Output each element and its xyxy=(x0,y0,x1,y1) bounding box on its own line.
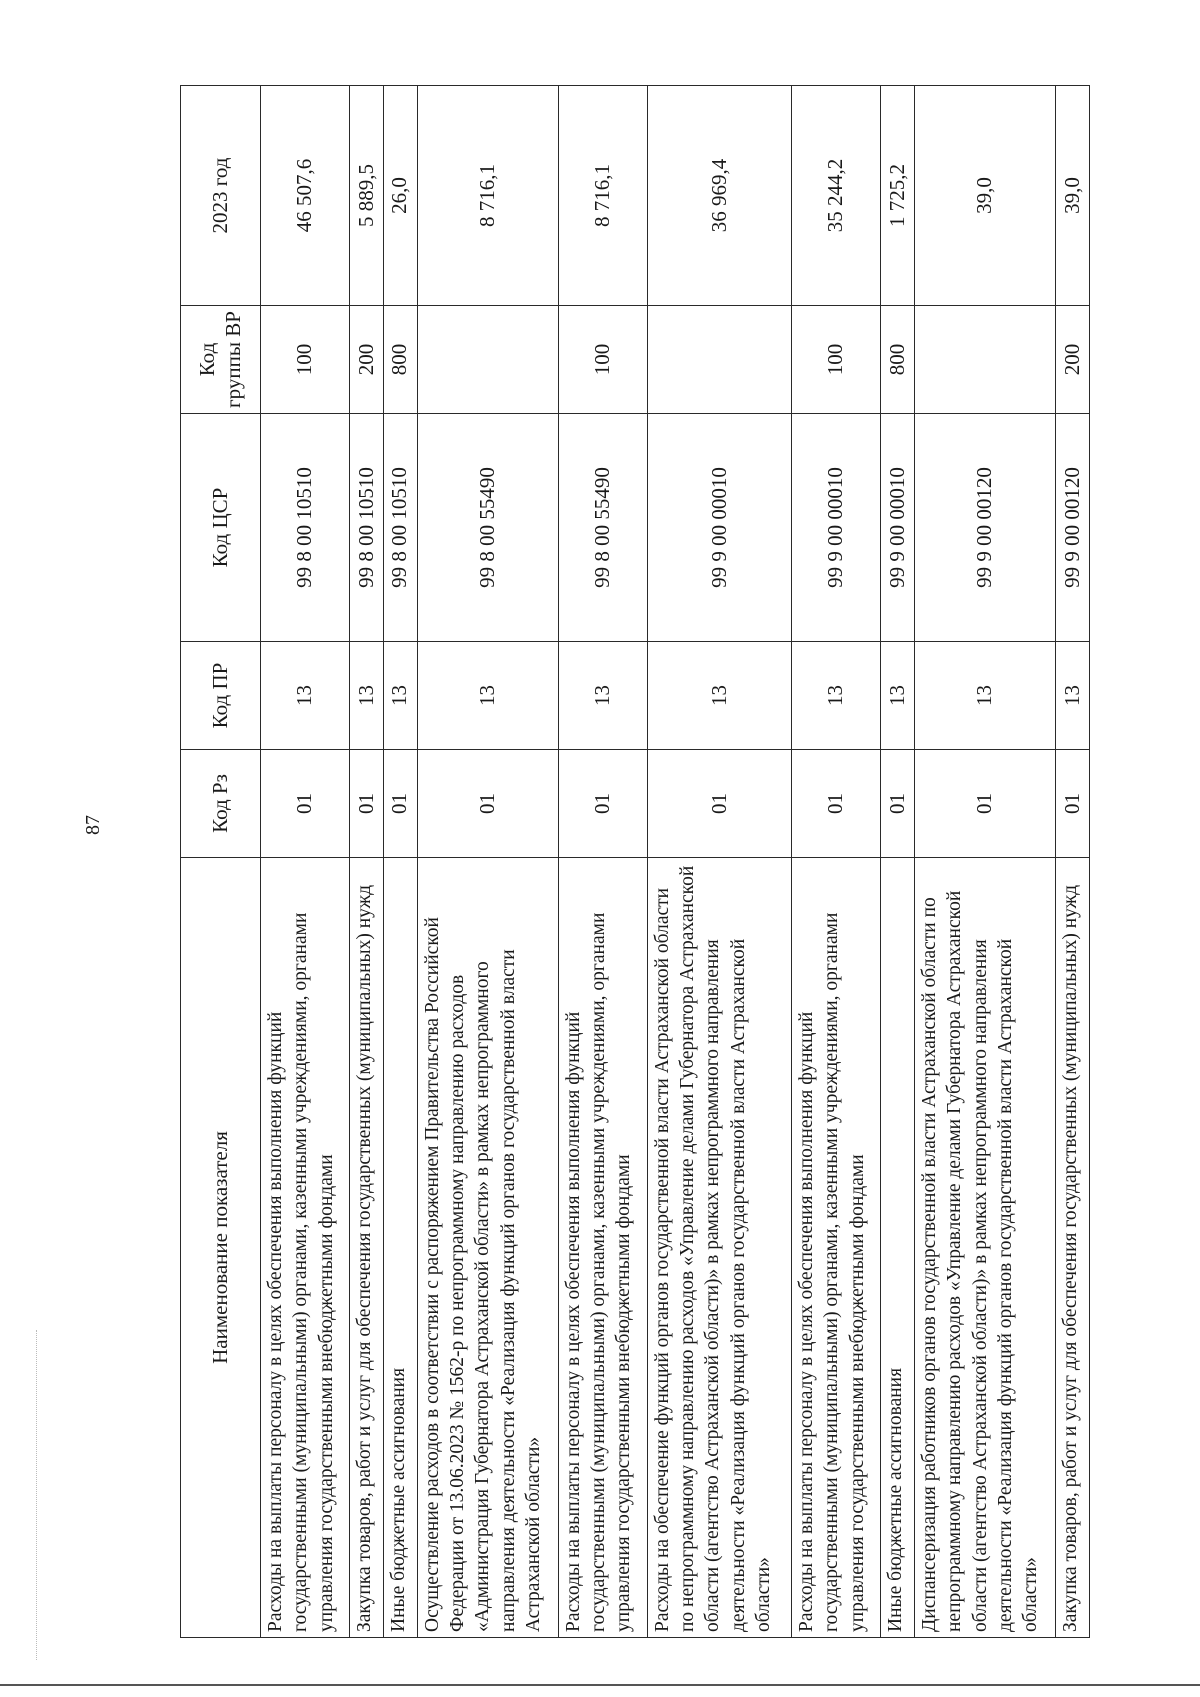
cell-value: 5 889,5 xyxy=(349,86,383,306)
cell-value: 46 507,6 xyxy=(261,86,350,306)
cell-pr: 13 xyxy=(647,642,791,750)
header-year: 2023 год xyxy=(181,86,261,306)
cell-value: 26,0 xyxy=(383,86,417,306)
table-row xyxy=(261,86,350,1638)
cell-pr: 13 xyxy=(261,642,350,750)
table-row xyxy=(417,86,558,1638)
cell-pr: 13 xyxy=(558,642,647,750)
cell-rz: 01 xyxy=(881,750,915,858)
cell-csr: 99 9 00 00010 xyxy=(647,414,791,642)
rotated-table-container xyxy=(180,86,1090,1638)
cell-value: 36 969,4 xyxy=(647,86,791,306)
cell-name: Закупка товаров, работ и услуг для обеспечения государственных (муниципальных) нужд xyxy=(349,858,383,1638)
cell-name: Расходы на выплаты персоналу в целях обеспечения выполнения функций государственными (муниципальными) органами, казенными учреждениями, органами управления государственными внебюджетными фондами xyxy=(558,858,647,1638)
cell-csr: 99 9 00 00010 xyxy=(881,414,915,642)
header-rz: Код Рз xyxy=(181,750,261,858)
table-row xyxy=(792,86,881,1638)
cell-rz: 01 xyxy=(417,750,558,858)
table-row xyxy=(383,86,417,1638)
table-row xyxy=(1056,86,1090,1638)
cell-vr: 800 xyxy=(383,306,417,414)
cell-name: Осуществление расходов в соответствии с распоряжением Правительства Российской Федерации от 13.06.2023 № 1562-р по непрограммному направлению расходов «Администрация Губернатора Астраханской области» в рамках непрограммного направления деятельности «Реализация функций органов государственной власти Астраханской области» xyxy=(417,858,558,1638)
cell-name: Закупка товаров, работ и услуг для обеспечения государственных (муниципальных) нужд xyxy=(1056,858,1090,1638)
cell-name: Иные бюджетные ассигнования xyxy=(881,858,915,1638)
table-header-row xyxy=(181,86,261,1638)
cell-name: Расходы на выплаты персоналу в целях обеспечения выполнения функций государственными (муниципальными) органами, казенными учреждениями, органами управления государственными внебюджетными фондами xyxy=(792,858,881,1638)
budget-table xyxy=(180,85,1090,1638)
cell-pr: 13 xyxy=(1056,642,1090,750)
cell-value: 35 244,2 xyxy=(792,86,881,306)
cell-name: Диспансеризация работников органов государственной власти Астраханской области по непрограммному направлению расходов «Управление делами Губернатора Астраханской области (агентство Астраханской области)» в рамках непрограммного направления деятельности «Реализация функций органов государственной власти Астраханской области» xyxy=(914,858,1055,1638)
cell-pr: 13 xyxy=(792,642,881,750)
scan-bottom-edge xyxy=(0,1684,1200,1686)
page-number: 87 xyxy=(82,815,104,835)
cell-csr: 99 8 00 55490 xyxy=(558,414,647,642)
header-csr: Код ЦСР xyxy=(181,414,261,642)
cell-vr: 200 xyxy=(349,306,383,414)
cell-csr: 99 8 00 10510 xyxy=(261,414,350,642)
cell-vr: 100 xyxy=(792,306,881,414)
cell-vr: 100 xyxy=(261,306,350,414)
scan-left-edge xyxy=(36,1330,38,1660)
table-row xyxy=(647,86,791,1638)
cell-pr: 13 xyxy=(349,642,383,750)
cell-pr: 13 xyxy=(914,642,1055,750)
cell-csr: 99 9 00 00120 xyxy=(1056,414,1090,642)
cell-csr: 99 9 00 00010 xyxy=(792,414,881,642)
table-row xyxy=(881,86,915,1638)
cell-rz: 01 xyxy=(349,750,383,858)
cell-vr xyxy=(914,306,1055,414)
cell-rz: 01 xyxy=(261,750,350,858)
cell-rz: 01 xyxy=(647,750,791,858)
cell-vr: 800 xyxy=(881,306,915,414)
table-row xyxy=(558,86,647,1638)
cell-pr: 13 xyxy=(881,642,915,750)
cell-value: 1 725,2 xyxy=(881,86,915,306)
cell-vr xyxy=(647,306,791,414)
table-row xyxy=(914,86,1055,1638)
cell-rz: 01 xyxy=(792,750,881,858)
cell-name: Иные бюджетные ассигнования xyxy=(383,858,417,1638)
cell-value: 39,0 xyxy=(914,86,1055,306)
cell-value: 8 716,1 xyxy=(417,86,558,306)
header-pr: Код ПР xyxy=(181,642,261,750)
cell-csr: 99 9 00 00120 xyxy=(914,414,1055,642)
cell-pr: 13 xyxy=(417,642,558,750)
cell-csr: 99 8 00 55490 xyxy=(417,414,558,642)
cell-csr: 99 8 00 10510 xyxy=(383,414,417,642)
header-name: Наименование показателя xyxy=(181,858,261,1638)
header-vr: Код группы ВР xyxy=(181,306,261,414)
table-row xyxy=(349,86,383,1638)
cell-value: 39,0 xyxy=(1056,86,1090,306)
cell-csr: 99 8 00 10510 xyxy=(349,414,383,642)
cell-rz: 01 xyxy=(558,750,647,858)
cell-rz: 01 xyxy=(1056,750,1090,858)
cell-value: 8 716,1 xyxy=(558,86,647,306)
cell-name: Расходы на выплаты персоналу в целях обеспечения выполнения функций государственными (муниципальными) органами, казенными учреждениями, органами управления государственными внебюджетными фондами xyxy=(261,858,350,1638)
cell-rz: 01 xyxy=(914,750,1055,858)
cell-name: Расходы на обеспечение функций органов государственной власти Астраханской области по непрограммному направлению расходов «Управление делами Губернатора Астраханской области (агентство Астраханской области)» в рамках непрограммного направления деятельности «Реализация функций органов государственной власти Астраханской области» xyxy=(647,858,791,1638)
cell-pr: 13 xyxy=(383,642,417,750)
cell-vr: 200 xyxy=(1056,306,1090,414)
cell-vr xyxy=(417,306,558,414)
cell-vr: 100 xyxy=(558,306,647,414)
cell-rz: 01 xyxy=(383,750,417,858)
